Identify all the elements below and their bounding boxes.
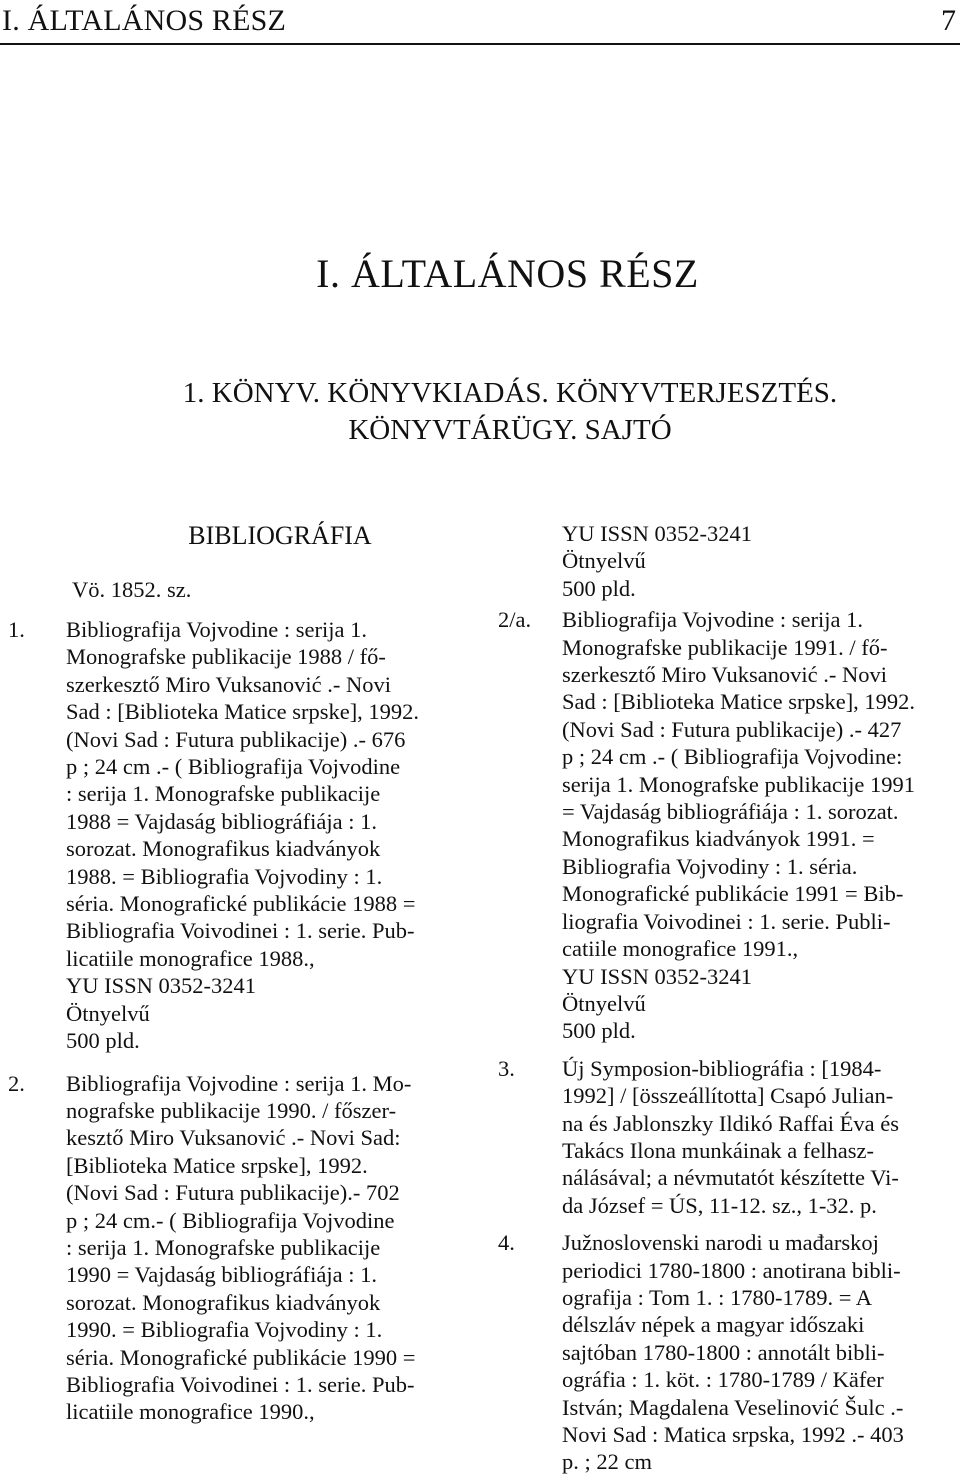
entry-line: Ötnyelvű [562,990,646,1016]
entry-line: p ; 24 cm .- ( Bibliografija Vojvodine [66,754,401,780]
entry-line: (Novi Sad : Futura publikacije) .- 676 [66,726,406,752]
entry-line: István; Magdalena Veselinović Šulc .- [562,1394,904,1420]
bibliography-entry [0,1070,470,1426]
entry-line: nografske publikacije 1990. / főszer- [66,1097,397,1123]
part-title: I. ÁLTALÁNOS RÉSZ [316,251,699,296]
entry-line: p. ; 22 cm [562,1449,652,1475]
running-header-title: I. ÁLTALÁNOS RÉSZ [2,4,287,37]
entry-line: YU ISSN 0352-3241 [562,963,753,989]
chapter-title-line-2: KÖNYVTÁRÜGY. SAJTÓ [348,414,672,446]
left-column [0,520,470,1426]
entry-line: periodici 1780-1800 : anotirana bibli- [562,1257,901,1283]
entry-line: Ötnyelvű [66,1000,150,1026]
page-number: 7 [941,4,956,37]
entry-line: Monografické publikácie 1991 = Bib- [562,881,904,907]
header-rule [0,43,960,45]
bibliography-entry [0,616,470,1055]
entry-line: séria. Monografické publikácie 1990 = [66,1344,416,1370]
entry-line: sorozat. Monografikus kiadványok [66,1289,381,1315]
chapter-title [0,375,960,449]
entry-line: serija 1. Monografske publikacije 1991 [562,771,916,797]
entry-line: 500 pld. [66,1028,140,1054]
entry-line: : serija 1. Monografske publikacije [66,781,381,807]
entry-line: Monografikus kiadványok 1991. = [562,826,875,852]
entry-line: [Biblioteka Matice srpske], 1992. [66,1152,368,1178]
left-entry-list [0,616,470,1426]
entry-line: p ; 24 cm.- ( Bibliografija Vojvodine [66,1207,395,1233]
entry-line: Sad : [Biblioteka Matice srpske], 1992. [562,689,916,715]
entry-line: délszláv népek a magyar időszaki [562,1312,865,1338]
entry-line: kesztő Miro Vuksanović .- Novi Sad: [66,1125,401,1151]
right-entry-list [490,602,960,1476]
entry-line: 1988. = Bibliografia Vojvodiny : 1. [66,863,383,889]
bibliography-entry [490,606,960,1045]
entry-line: Novi Sad : Matica srpska, 1992 .- 403 [562,1422,904,1447]
entry-line: szerkesztő Miro Vuksanović .- Novi [562,662,888,688]
entry-line: : serija 1. Monografske publikacije [66,1234,381,1260]
entry-line: p ; 24 cm .- ( Bibliografija Vojvodine: [562,744,903,770]
entry-line: YU ISSN 0352-3241 [66,973,257,999]
entry-line: szerkesztő Miro Vuksanović .- Novi [66,671,392,697]
entry-line: Južnoslovenski narodi u mađarskoj [562,1230,879,1256]
bibliography-entry [490,1229,960,1476]
entry-line: 1990 = Vajdaság bibliográfiája : 1. [66,1262,377,1288]
entry-line: Bibliografija Vojvodine : serija 1. [66,617,368,642]
entry-line: na és Jablonszky Ildikó Raffai Éva és [562,1110,899,1136]
continuation-line: YU ISSN 0352-3241 [562,521,753,546]
entry-line: Monografske publikacije 1988 / fő- [66,644,386,670]
entry-line: 1992] / [összeállította] Csapó Julian- [562,1083,894,1109]
entry-line: (Novi Sad : Futura publikacije).- 702 [66,1180,400,1206]
entry-line: (Novi Sad : Futura publikacije) .- 427 [562,716,902,742]
entry-line: liografia Voivodinei : 1. serie. Publi- [562,908,891,934]
entry-continuation [490,520,960,602]
bibliography-entry [490,1055,960,1219]
entry-line: Sad : [Biblioteka Matice srpske], 1992. [66,699,420,725]
entry-line: sajtóban 1780-1800 : annotált bibli- [562,1339,885,1365]
continuation-line: 500 pld. [562,575,636,601]
entry-line: Bibliografia Voivodinei : 1. serie. Pub- [66,1371,415,1397]
entry-line: ografija : Tom 1. : 1780-1789. = A [562,1284,873,1310]
entry-line: Bibliografija Vojvodine : serija 1. Mo- [66,1070,412,1096]
entry-line: licatiile monografice 1988., [66,945,315,971]
entry-line: 1990. = Bibliografia Vojvodiny : 1. [66,1317,383,1343]
chapter-title-line-1: 1. KÖNYV. KÖNYVKIADÁS. KÖNYVTERJESZTÉS. [182,377,838,409]
entry-number: 1. [8,617,25,642]
entry-line: licatiile monografice 1990., [66,1399,315,1425]
entry-number: 2. [8,1070,25,1096]
entry-line: séria. Monografické publikácie 1988 = [66,891,416,917]
entry-line: Bibliografija Vojvodine : serija 1. [562,607,864,633]
entry-line: Bibliografia Voivodinei : 1. serie. Pub- [66,918,415,944]
continuation-line: Ötnyelvű [562,548,646,574]
entry-line: catiile monografice 1991., [562,936,799,962]
running-header [0,0,960,40]
entry-number: 2/a. [498,607,532,633]
entry-gap [0,1055,470,1070]
entry-gap [490,1045,960,1055]
entry-number: 3. [498,1055,515,1081]
entry-line: = Vajdaság bibliográfiája : 1. sorozat. [562,799,899,825]
entry-line: 500 pld. [562,1018,636,1044]
entry-line: Takács Ilona munkáinak a felhasz- [562,1137,875,1163]
see-also-reference: Vö. 1852. sz. [72,577,192,602]
entry-number: 4. [498,1230,515,1256]
continuation-lines [562,520,960,602]
entry-line: sorozat. Monografikus kiadványok [66,836,381,862]
entry-line: nálásával; a névmutatót készítette Vi- [562,1165,899,1191]
entry-line: da József = ÚS, 11-12. sz., 1-32. p. [562,1192,877,1218]
entry-line: Monografske publikacije 1991. / fő- [562,634,888,660]
entry-line: ográfia : 1. köt. : 1780-1789 / Käfer [562,1367,884,1393]
entry-line: 1988 = Vajdaság bibliográfiája : 1. [66,808,377,834]
right-column [490,520,960,1476]
entry-line: Új Symposion-bibliográfia : [1984- [562,1055,882,1081]
section-heading: BIBLIOGRÁFIA [188,521,372,550]
entry-gap [490,1219,960,1229]
entry-line: Bibliografia Vojvodiny : 1. séria. [562,853,858,879]
